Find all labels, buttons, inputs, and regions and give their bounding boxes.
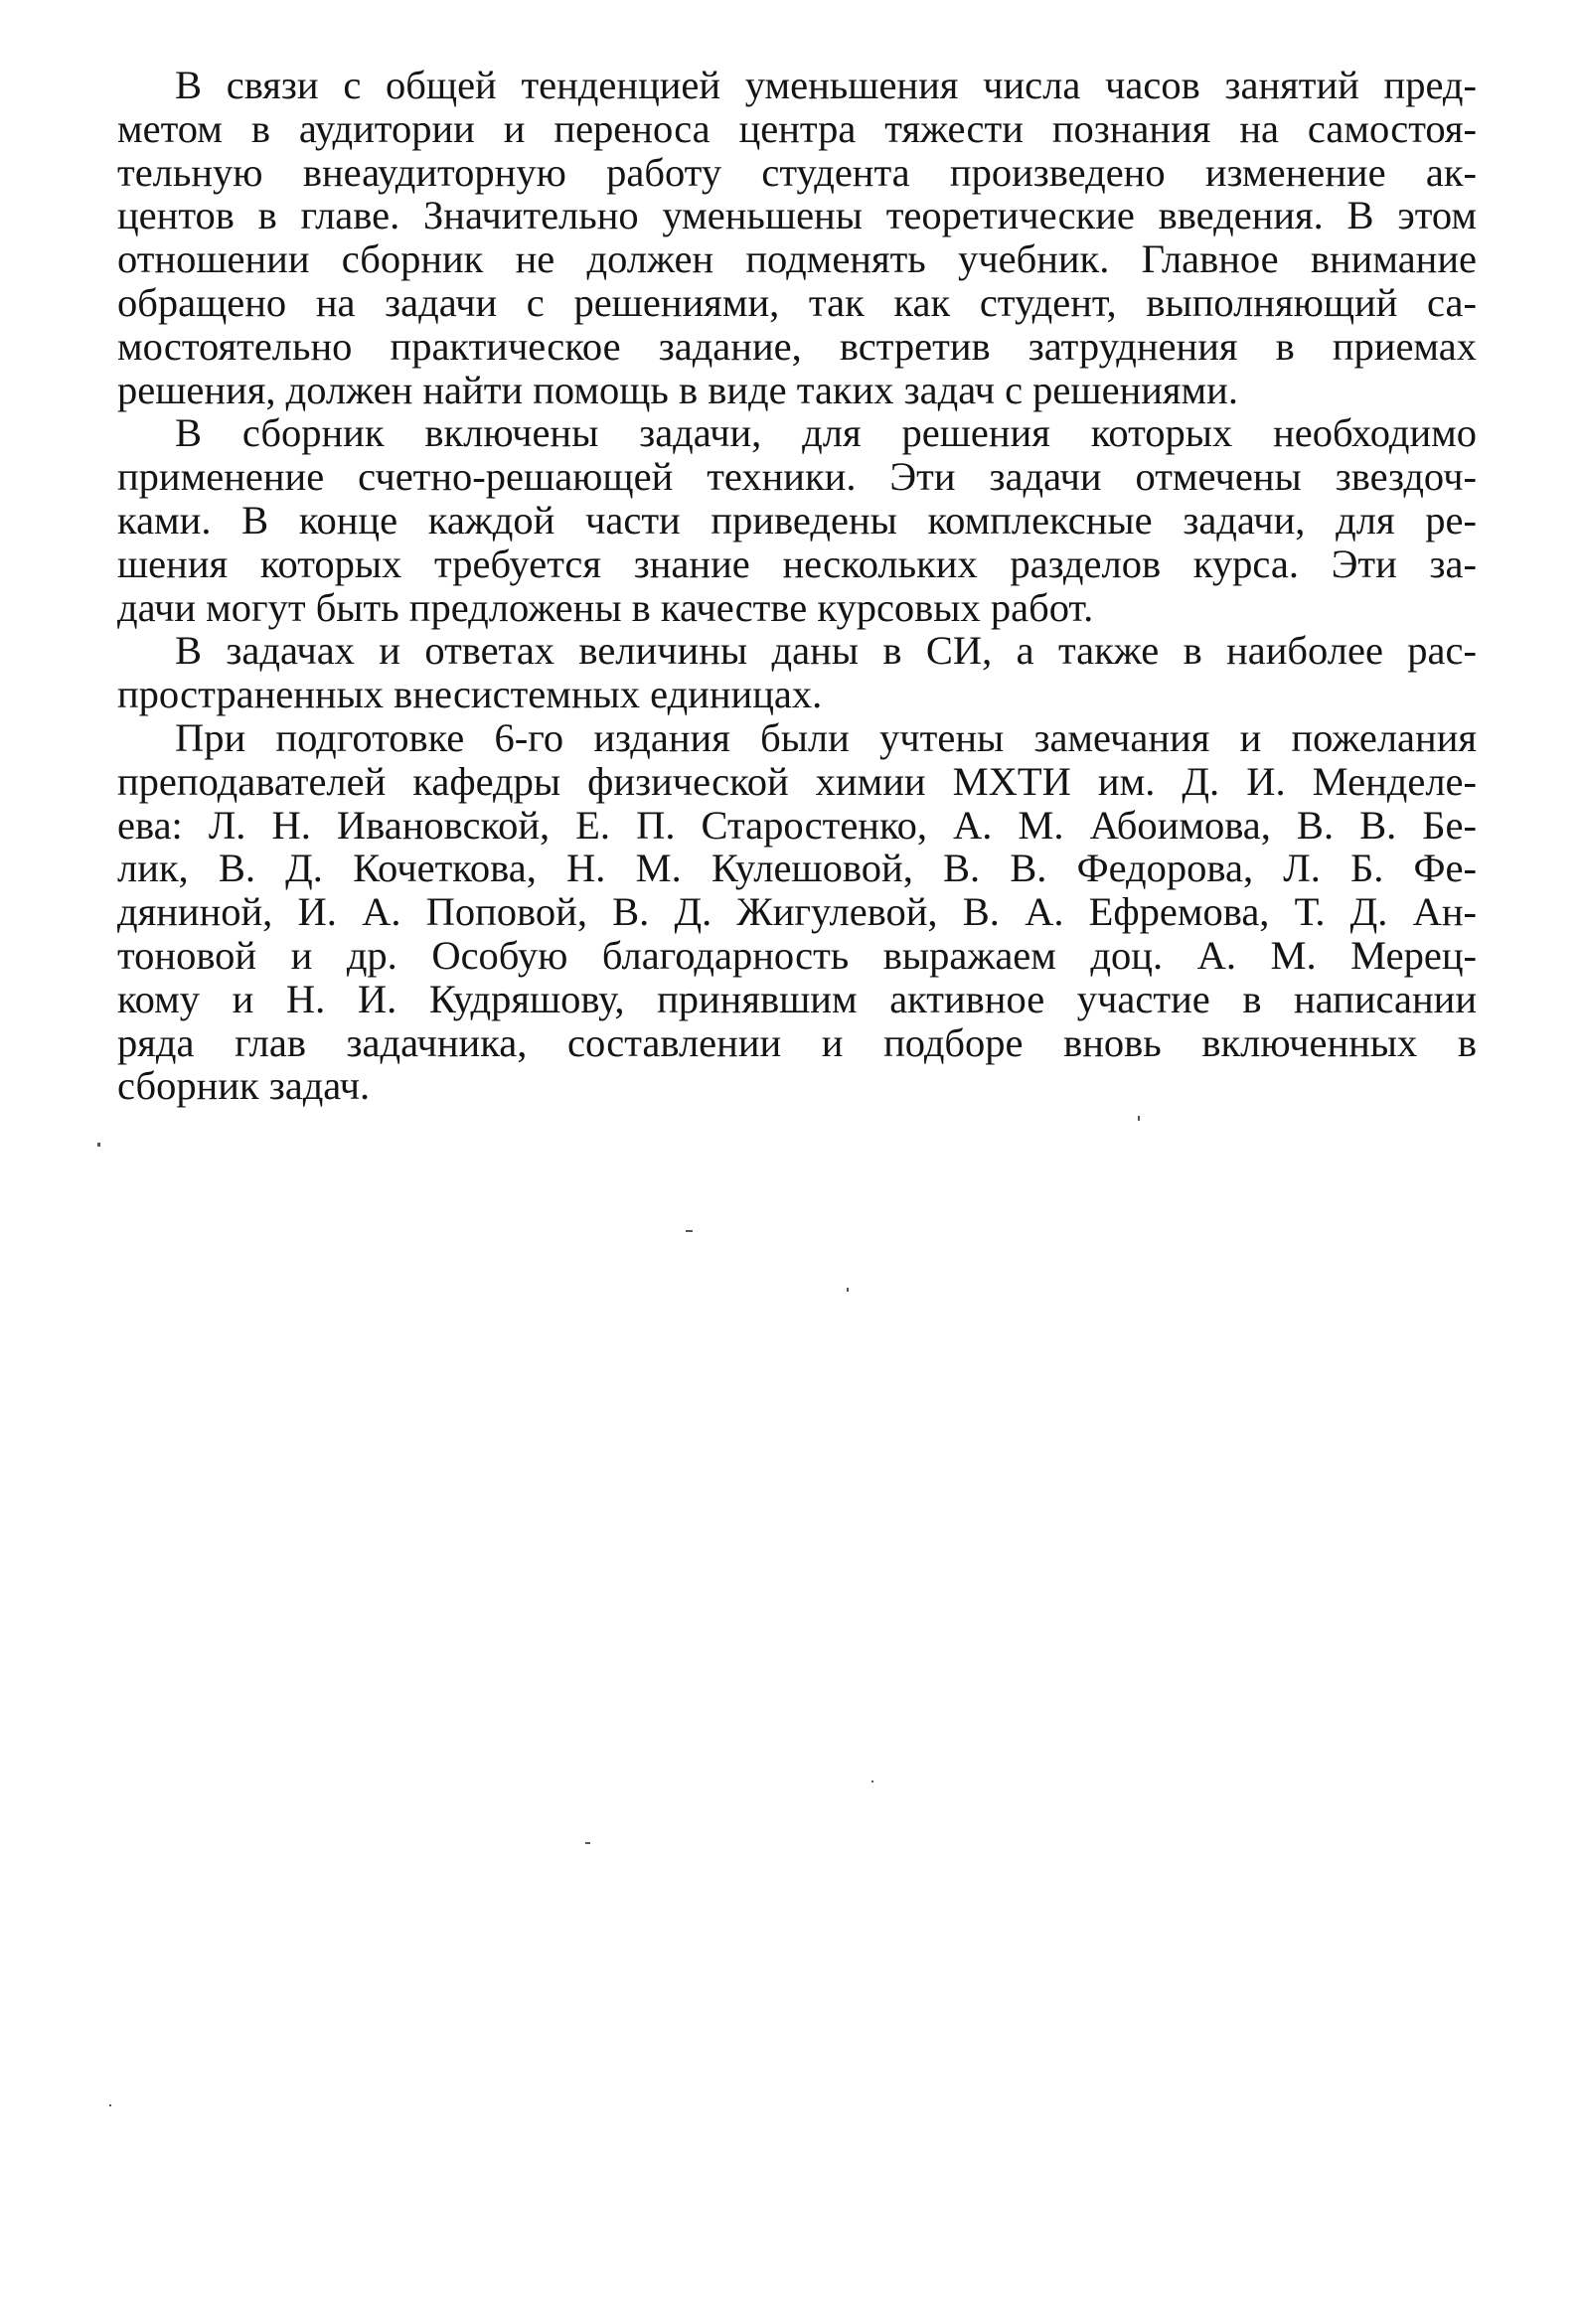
paragraph-line: тельную внеаудиторную работу студента произведено изменение ак- bbox=[117, 149, 1477, 195]
scan-speck bbox=[585, 1842, 590, 1844]
paragraph-line: метом в аудитории и переноса центра тяжести познания на самостоя- bbox=[117, 105, 1477, 151]
paragraph-line: В задачах и ответах величины даны в СИ, а также в наиболее рас- bbox=[175, 628, 1477, 674]
paragraph-line: отношении сборник не должен подменять учебник. Главное внимание bbox=[117, 236, 1477, 282]
scan-speck bbox=[686, 1230, 693, 1232]
paragraph-line: центов в главе. Значительно уменьшены теоретические введения. В этом bbox=[117, 193, 1477, 238]
paragraph-line: шения которых требуется знание нескольких разделов курса. Эти за- bbox=[117, 541, 1477, 586]
paragraph-line: преподавателей кафедры физической химии МХТИ им. Д. И. Менделе- bbox=[117, 758, 1477, 804]
paragraph-line: пространенных внесистемных единицах. bbox=[117, 672, 823, 717]
paragraph-line: обращено на задачи с решениями, так как студент, выполняющий са- bbox=[117, 279, 1477, 325]
paragraph-line: применение счетно-решающей техники. Эти задачи отмечены звездоч- bbox=[117, 454, 1477, 500]
paragraph-line: В сборник включены задачи, для решения которых необходимо bbox=[175, 410, 1477, 456]
paragraph-1 bbox=[117, 64, 1477, 411]
paragraph-line: тоновой и др. Особую благодарность выражаем доц. А. М. Мерец- bbox=[117, 932, 1477, 978]
paragraph-line: ками. В конце каждой части приведены комплексные задачи, для ре- bbox=[117, 497, 1477, 542]
paragraph-2 bbox=[117, 411, 1477, 629]
paragraph-line: ряда глав задачника, составлении и подборе вновь включенных в bbox=[117, 1019, 1477, 1065]
paragraph-line: дачи могут быть предложены в качестве курсовых работ. bbox=[117, 584, 1094, 630]
scan-speck bbox=[97, 1143, 100, 1147]
paragraph-line: В связи с общей тенденцией уменьшения числа часов занятий пред- bbox=[175, 63, 1477, 107]
paragraph-line: лик, В. Д. Кочеткова, Н. М. Кулешовой, В. В. Федорова, Л. Б. Фе- bbox=[117, 846, 1477, 891]
paragraph-line: сборник задач. bbox=[117, 1063, 371, 1109]
scan-speck bbox=[847, 1288, 849, 1292]
paragraph-line: решения, должен найти помощь в виде таких задач с решениями. bbox=[117, 367, 1238, 412]
paragraph-line: кому и Н. И. Кудряшову, принявшим активное участие в написании bbox=[117, 976, 1477, 1021]
paragraph-line: ева: Л. Н. Ивановской, Е. П. Старостенко, А. М. Абоимова, В. В. Бе- bbox=[117, 802, 1477, 848]
paragraph-line: мостоятельно практическое задание, встретив затруднения в приемах bbox=[117, 323, 1477, 369]
body-text bbox=[117, 64, 1477, 1108]
scan-speck bbox=[871, 1781, 873, 1782]
scan-speck bbox=[109, 2104, 111, 2106]
paragraph-4 bbox=[117, 716, 1477, 1108]
paragraph-line: При подготовке 6-го издания были учтены замечания и пожелания bbox=[175, 714, 1477, 760]
paragraph-3 bbox=[117, 629, 1477, 716]
paragraph-line: дяниной, И. А. Поповой, В. Д. Жигулевой, В. А. Ефремова, Т. Д. Ан- bbox=[117, 889, 1477, 935]
scan-speck bbox=[1138, 1116, 1140, 1121]
